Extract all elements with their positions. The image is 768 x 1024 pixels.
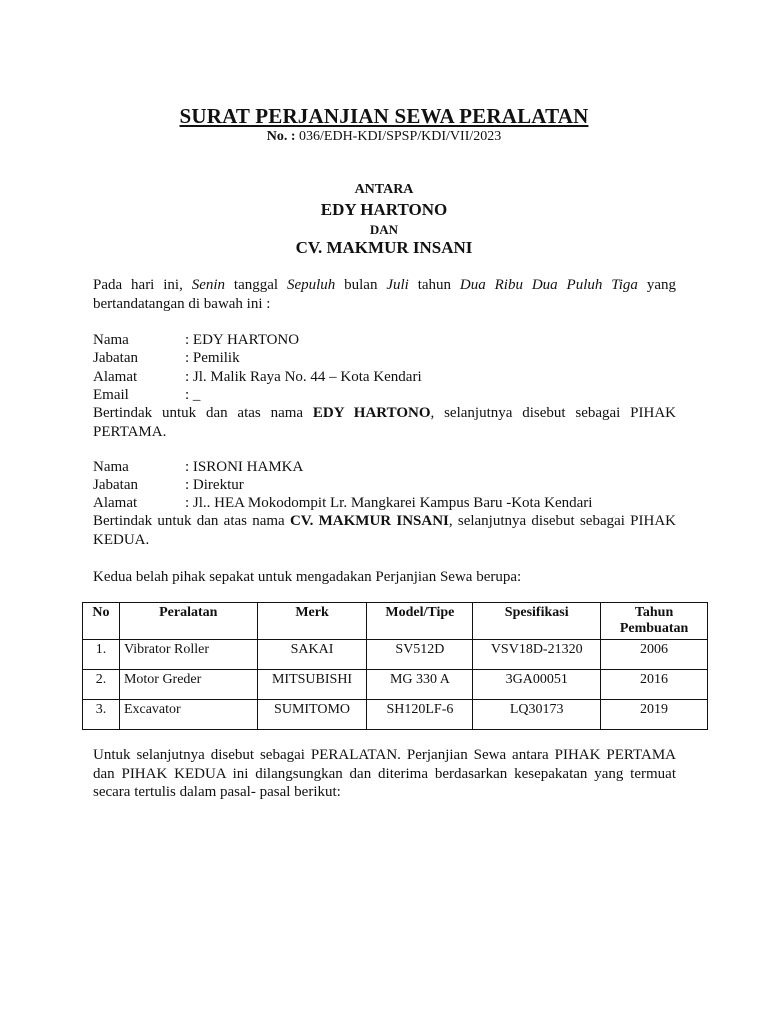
cell-no: 1.	[83, 640, 120, 670]
party-two-acting-statement	[93, 512, 676, 549]
cell-brand: SAKAI	[257, 640, 367, 670]
cell-model: SV512D	[367, 640, 473, 670]
party-one-position-row	[93, 349, 240, 367]
field-value: : ISRONI HAMKA	[185, 459, 304, 475]
equipment-table	[82, 602, 708, 730]
table-row	[83, 640, 708, 670]
field-label: Jabatan	[93, 477, 138, 493]
field-label: Jabatan	[93, 350, 138, 366]
party-one-name-row	[93, 331, 299, 349]
intro-text: bulan	[335, 277, 387, 293]
column-header-equipment: Peralatan	[119, 603, 257, 640]
cell-no: 2.	[83, 670, 120, 700]
cell-model: MG 330 A	[367, 670, 473, 700]
and-label: DAN	[369, 222, 399, 237]
intro-text: yang bertandatangan di bawah ini :	[93, 277, 676, 312]
cell-year: 2016	[601, 670, 708, 700]
acting-text: Bertindak untuk dan atas nama	[93, 405, 313, 421]
cell-specification: 3GA00051	[473, 670, 601, 700]
column-header-specification: Spesifikasi	[473, 603, 601, 640]
cell-equipment: Vibrator Roller	[119, 640, 257, 670]
column-header-model: Model/Tipe	[367, 603, 473, 640]
column-header-no: No	[83, 603, 120, 640]
acting-text: , selanjutnya disebut sebagai PIHAK KEDUA.	[93, 513, 676, 548]
intro-month: Juli	[386, 277, 409, 293]
table-header-row	[83, 603, 708, 640]
cell-year: 2019	[601, 700, 708, 730]
column-header-year: Tahun Pembuatan	[601, 603, 708, 640]
field-label: Alamat	[93, 369, 138, 385]
cell-equipment: Motor Greder	[119, 670, 257, 700]
field-value: : _	[185, 387, 201, 403]
cell-model: SH120LF-6	[367, 700, 473, 730]
cell-equipment: Excavator	[119, 700, 257, 730]
acting-name: EDY HARTONO	[312, 405, 431, 421]
cell-specification: LQ30173	[473, 700, 601, 730]
party-one-name: EDY HARTONO	[320, 200, 448, 219]
intro-text: Pada hari ini,	[93, 277, 192, 293]
intro-text: tahun	[408, 277, 460, 293]
field-value: : Direktur	[185, 477, 244, 493]
field-label: Nama	[93, 459, 129, 475]
party-one-address-row	[93, 368, 422, 386]
cell-brand: SUMITOMO	[257, 700, 367, 730]
cell-brand: MITSUBISHI	[257, 670, 367, 700]
intro-text: tanggal	[225, 277, 287, 293]
party-one-acting-statement	[93, 404, 676, 441]
party-two-name-row	[93, 458, 303, 476]
column-header-brand: Merk	[257, 603, 367, 640]
document-number	[0, 129, 768, 145]
party-two-address-row	[93, 494, 592, 512]
intro-date: Sepuluh	[286, 277, 336, 293]
field-value: : Pemilik	[185, 350, 240, 366]
field-value: : Jl.. HEA Mokodompit Lr. Mangkarei Kampus Baru -Kota Kendari	[185, 495, 593, 511]
party-two-name: CV. MAKMUR INSANI	[295, 238, 473, 257]
document-title: SURAT PERJANJIAN SEWA PERALATAN	[179, 104, 589, 128]
intro-year: Dua Ribu Dua Puluh Tiga	[459, 277, 638, 293]
field-label: Nama	[93, 332, 129, 348]
agreement-statement: Kedua belah pihak sepakat untuk mengadakan Perjanjian Sewa berupa:	[93, 569, 522, 585]
intro-day: Senin	[191, 277, 226, 293]
closing-paragraph: Untuk selanjutnya disebut sebagai PERALATAN. Perjanjian Sewa antara PIHAK PERTAMA dan PIHAK KEDUA ini dilangsungkan dan diterima berdasarkan kesepakatan yang termuat secara tertulis dalam pasal- pasal berikut:	[93, 747, 676, 800]
field-label: Alamat	[93, 495, 138, 511]
intro-paragraph	[93, 276, 676, 313]
cell-no: 3.	[83, 700, 120, 730]
acting-text: Bertindak untuk dan atas nama	[93, 513, 290, 529]
number-value: 036/EDH-KDI/SPSP/KDI/VII/2023	[299, 129, 502, 144]
party-one-email-row	[93, 386, 200, 404]
table-row	[83, 670, 708, 700]
between-label: ANTARA	[354, 182, 414, 197]
field-value: : EDY HARTONO	[185, 332, 300, 348]
acting-text: , selanjutnya disebut sebagai PIHAK PERTAMA.	[93, 405, 676, 440]
cell-year: 2006	[601, 640, 708, 670]
field-label: Email	[93, 387, 129, 403]
party-two-position-row	[93, 476, 244, 494]
acting-name: CV. MAKMUR INSANI	[289, 513, 449, 529]
field-value: : Jl. Malik Raya No. 44 – Kota Kendari	[185, 369, 422, 385]
cell-specification: VSV18D-21320	[473, 640, 601, 670]
table-row	[83, 700, 708, 730]
number-label: No. :	[266, 129, 296, 144]
